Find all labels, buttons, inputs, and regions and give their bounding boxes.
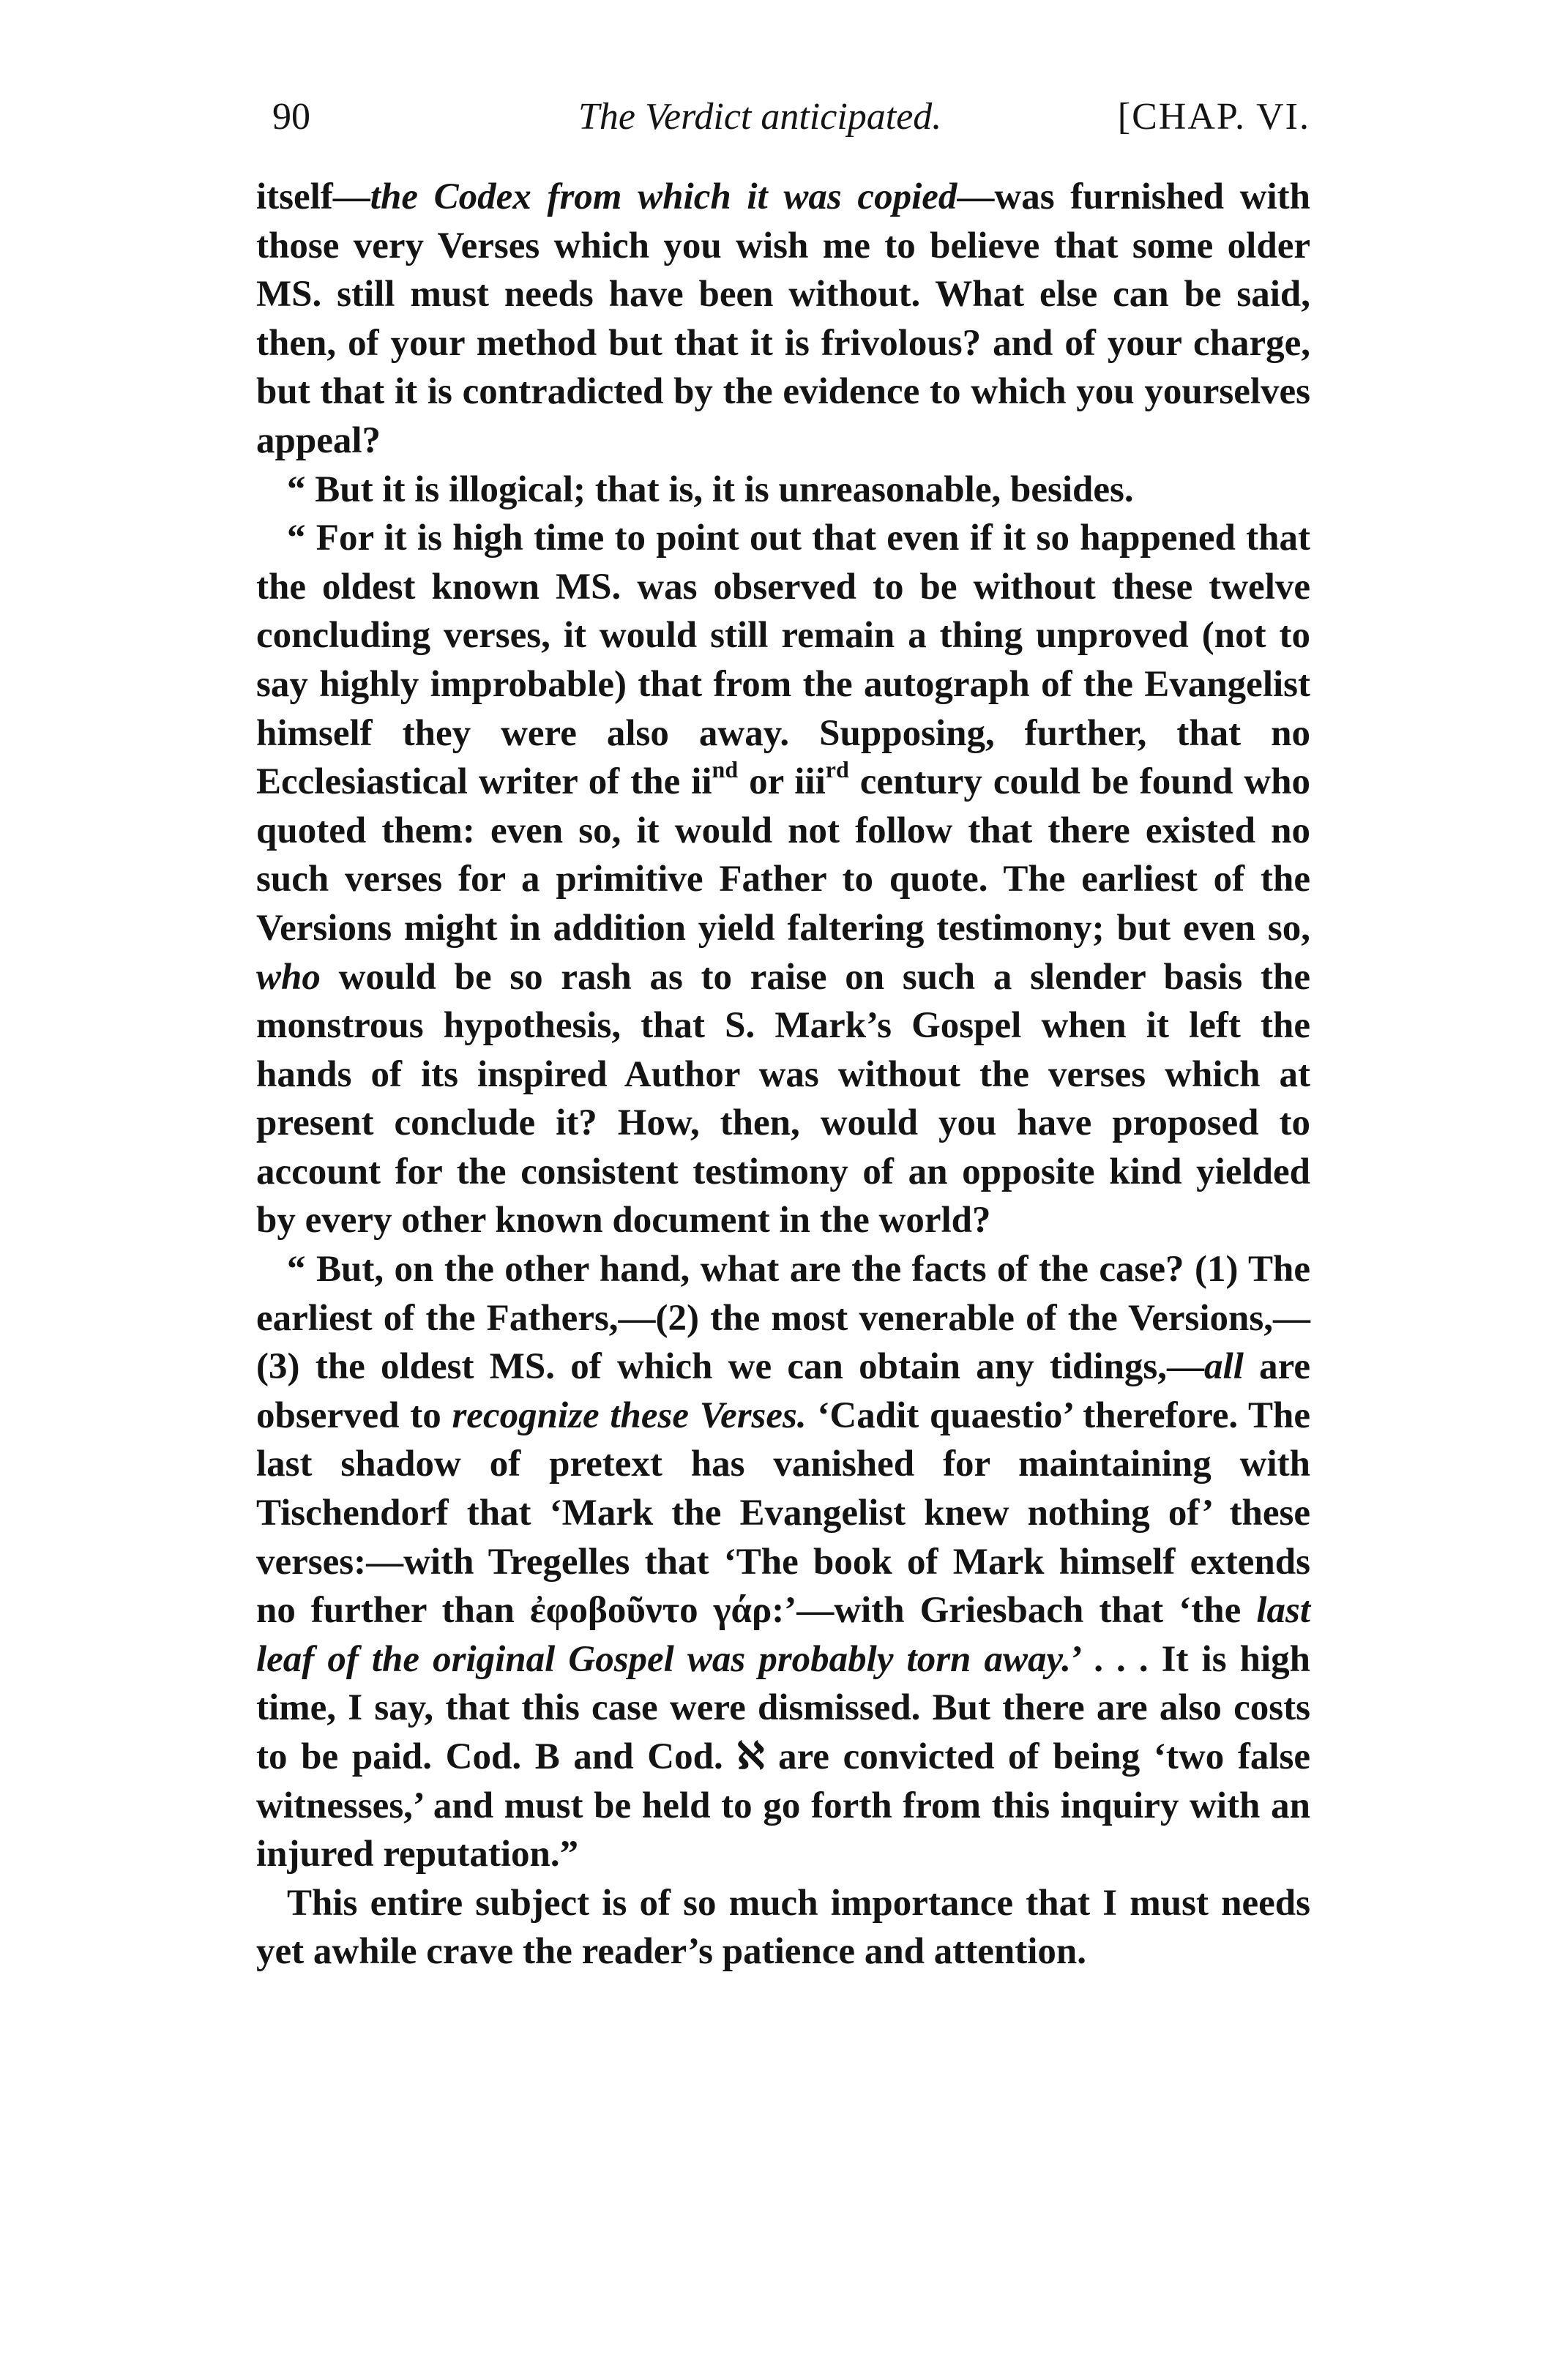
paragraph-4 xyxy=(256,1245,1310,1879)
p4-italic-all: all xyxy=(1204,1346,1244,1388)
chapter-label: [CHAP. VI. xyxy=(1117,96,1310,138)
paragraph-5 xyxy=(256,1879,1310,1976)
p3-text-b: or iii xyxy=(738,761,826,803)
p3-italic-who: who xyxy=(256,956,321,998)
p4-text-a: “ But, on the other hand, what are the facts of the case? (1) The earliest of the Fathers,—(2) the most venerable of the Versions,—(3) the oldest MS. of which we can obtain any tidings,— xyxy=(256,1249,1310,1388)
p3-superscript-rd: rd xyxy=(825,756,849,783)
p4-text-g: ’ . . . It is high time, I say, that this case were dismissed. But there are also costs to be paid. Cod. B and Cod. ℵ are convicted of being ‘two false witnesses,’ and must be held to go forth from this inquiry with an injured reputation.” xyxy=(256,1638,1310,1875)
paragraph-2 xyxy=(256,466,1310,515)
book-page xyxy=(256,88,1310,1976)
p3-text-a: “ For it is high time to point out that even if it so happened that the oldest known MS. was observed to be without these twelve concluding verses, it would still remain a thing unproved (not to say highly improbable) that from the autograph of the Evangelist himself they were also away. Supposing, further, that no Ecclesiastical writer of the ii xyxy=(256,518,1310,803)
p1-italic-codex: the Codex from which it was copied xyxy=(370,176,957,217)
p1-text-c: —was furnished with those very Verses which you wish me to believe that some older MS. still must needs have been without. What else can be said, then, of your method but that it is frivolous? and of your charge, but that it is contradicted by the evidence to which you yourselves appeal? xyxy=(256,176,1310,461)
p4-text-c: are observed to xyxy=(256,1346,1311,1436)
p4-italic-recognize: recognize these Verses. xyxy=(452,1394,807,1436)
page-number: 90 xyxy=(272,96,310,138)
p1-text-a: itself— xyxy=(256,176,370,217)
p4-italic-last-leaf: last leaf of the original Gospel was probably torn away. xyxy=(256,1590,1310,1680)
paragraph-3 xyxy=(256,514,1310,1245)
p3-text-e: would be so rash as to raise on such a slender basis the monstrous hypothesis, that S. Mark’s Gospel when it left the hands of its inspired Author was without the verses which at present conclude it? How, then, would you have proposed to account for the consistent testimony of an opposite kind yielded by every other known document in the world? xyxy=(256,956,1310,1241)
p4-text-e: ‘Cadit quaestio’ therefore. The last shadow of pretext has vanished for maintaining with Tischendorf that ‘Mark the Evangelist knew nothing of’ these verses:—with Tregelles that ‘The book of Mark himself extends no further than ἐφοβοῦντο γάρ:’—with Griesbach that ‘the xyxy=(256,1394,1311,1632)
p2-text: “ But it is illogical; that is, it is unreasonable, besides. xyxy=(287,468,1134,510)
running-head xyxy=(256,88,1310,146)
p5-text: This entire subject is of so much importance that I must needs yet awhile crave the reader’s patience and attention. xyxy=(256,1882,1310,1973)
body-text xyxy=(256,173,1310,1976)
p3-superscript-nd: nd xyxy=(712,756,739,783)
p3-text-c: century could be found who quoted them: even so, it would not follow that there existed no such verses for a primitive Father to quote. The earliest of the Versions might in addition yield faltering testimony; but even so, xyxy=(256,761,1310,949)
paragraph-1 xyxy=(256,173,1310,466)
running-title: The Verdict anticipated. xyxy=(578,96,942,138)
